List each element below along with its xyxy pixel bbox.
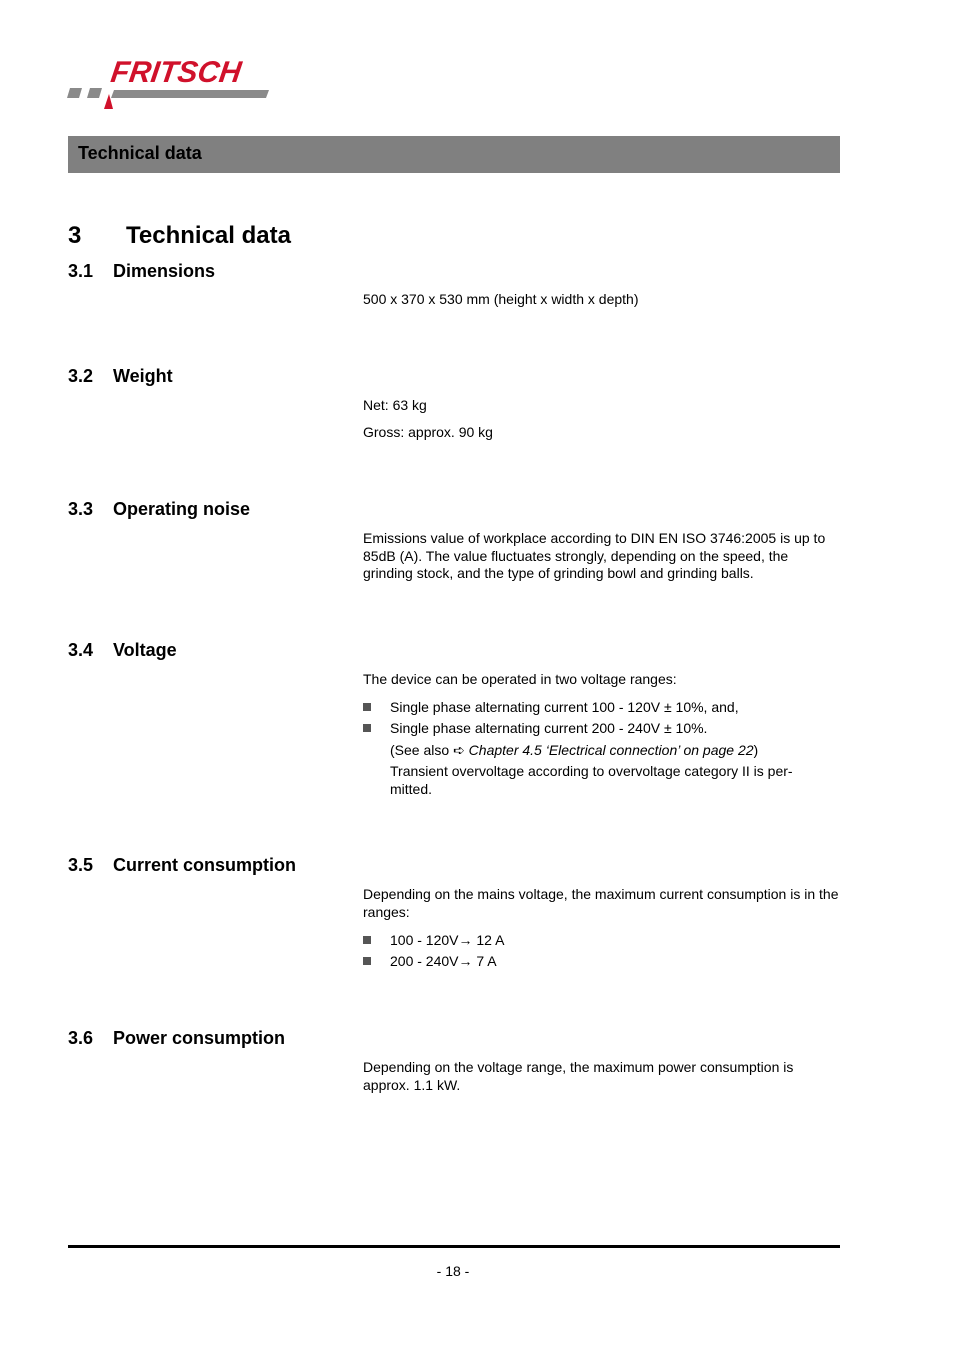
list-item-text: 200 - 240V→ 7 A	[390, 953, 497, 969]
bullet-square-icon	[363, 724, 371, 732]
section-number: 3.3	[68, 499, 94, 519]
see-also-suffix: )	[753, 742, 759, 758]
voltage-intro: The device can be operated in two voltage ranges:	[363, 671, 677, 687]
section-heading-current-consumption	[68, 855, 296, 876]
weight-net: Net: 63 kg	[363, 397, 427, 413]
bullet-square-icon	[363, 957, 371, 965]
chapter-title: Technical data	[126, 222, 291, 249]
reference-arrow-icon: ➪	[453, 742, 465, 758]
current-consumption-text: Depending on the mains voltage, the maximum current consumption is in the ranges:	[363, 886, 839, 920]
header-title: Technical data	[78, 143, 202, 163]
dimensions-text: 500 x 370 x 530 mm (height x width x depth)	[363, 291, 639, 307]
section-title: Dimensions	[113, 261, 216, 281]
section-heading-weight	[68, 366, 173, 387]
fritsch-logo	[66, 52, 286, 114]
list-item-text: Single phase alternating current 100 - 120V ± 10%, and,	[390, 699, 739, 715]
section-header-bar	[68, 136, 840, 173]
operating-noise-text: Emissions value of workplace according to DIN EN ISO 3746:2005 is up to 85dB (A). The value fluctuates strongly, depending on the speed, the grinding stock, and the type of grinding bowl and grinding balls.	[363, 530, 826, 581]
section-heading-operating-noise	[68, 499, 250, 520]
section-title: Current consumption	[113, 855, 296, 875]
weight-gross: Gross: approx. 90 kg	[363, 424, 493, 440]
section-heading-voltage	[68, 640, 177, 661]
page-number: - 18 -	[436, 1263, 470, 1279]
list-item-text: Single phase alternating current 200 - 240V ± 10%.	[390, 720, 708, 736]
section-title: Operating noise	[113, 499, 251, 519]
section-number: 3.4	[68, 640, 94, 660]
chapter-heading	[68, 222, 291, 250]
transient-overvoltage-text: Transient overvoltage according to overvoltage category II is per-mitted.	[390, 763, 793, 797]
chapter-number: 3	[68, 222, 82, 249]
section-number: 3.6	[68, 1028, 94, 1048]
section-title: Weight	[113, 366, 173, 386]
section-title: Power consumption	[113, 1028, 286, 1048]
bullet-square-icon	[363, 703, 371, 711]
section-heading-dimensions	[68, 261, 215, 282]
see-also-reference	[390, 742, 830, 760]
logo-wordmark: FRITSCH	[108, 56, 244, 89]
section-number: 3.5	[68, 855, 94, 875]
see-also-prefix: (See also	[390, 742, 454, 758]
chapter-link[interactable]: Chapter 4.5 ‘Electrical connection’ on page 22	[468, 742, 754, 758]
section-title: Voltage	[113, 640, 177, 660]
section-number: 3.2	[68, 366, 94, 386]
section-number: 3.1	[68, 261, 94, 281]
bullet-square-icon	[363, 936, 371, 944]
power-consumption-text: Depending on the voltage range, the maximum power consumption is approx. 1.1 kW.	[363, 1059, 794, 1093]
footer-divider	[68, 1245, 840, 1248]
section-heading-power-consumption	[68, 1028, 285, 1049]
list-item-text: 100 - 120V→ 12 A	[390, 932, 505, 948]
